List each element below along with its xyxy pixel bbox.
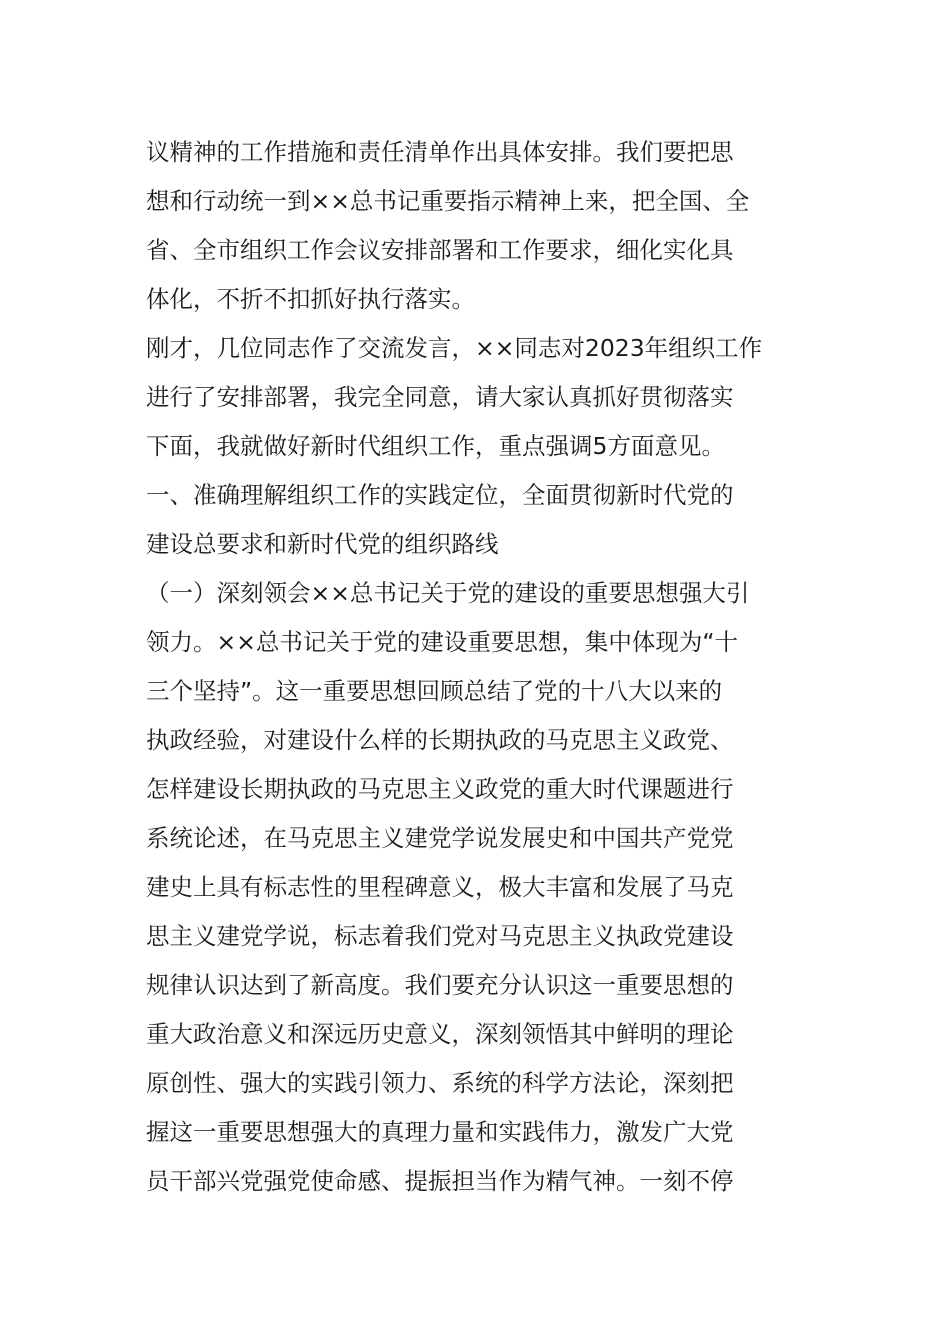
- section-heading-line: 建设总要求和新时代党的组织路线: [146, 530, 499, 558]
- text-line: 怎样建设长期执政的马克思主义政党的重大时代课题进行: [146, 775, 734, 803]
- text-line: 员干部兴党强党使命感、提振担当作为精气神。一刻不停: [146, 1167, 734, 1195]
- text-line: 议精神的工作措施和责任清单作出具体安排。我们要把思: [146, 138, 734, 166]
- text-line: 下面，我就做好新时代组织工作，重点强调5方面意见。: [146, 432, 725, 460]
- text-line: 原创性、强大的实践引领力、系统的科学方法论，深刻把: [146, 1069, 734, 1097]
- text-line: 体化，不折不扣抓好执行落实。: [146, 285, 475, 313]
- text-line: （一）深刻领会××总书记关于党的建设的重要思想强大引: [146, 579, 750, 607]
- text-line: 刚才，几位同志作了交流发言，××同志对2023年组织工作: [146, 334, 763, 362]
- text-line: 握这一重要思想强大的真理力量和实践伟力，激发广大党: [146, 1118, 734, 1146]
- text-line: 三个坚持”。这一重要思想回顾总结了党的十八大以来的: [146, 677, 723, 705]
- text-line: 思主义建党学说，标志着我们党对马克思主义执政党建设: [146, 922, 734, 950]
- text-line: 系统论述，在马克思主义建党学说发展史和中国共产党党: [146, 824, 734, 852]
- text-line: 规律认识达到了新高度。我们要充分认识这一重要思想的: [146, 971, 734, 999]
- document-body: [146, 128, 814, 1206]
- text-line: 建史上具有标志性的里程碑意义，极大丰富和发展了马克: [146, 873, 734, 901]
- section-heading-line: 一、准确理解组织工作的实践定位，全面贯彻新时代党的: [146, 481, 734, 509]
- text-line: 重大政治意义和深远历史意义，深刻领悟其中鲜明的理论: [146, 1020, 734, 1048]
- text-line: 领力。××总书记关于党的建设重要思想，集中体现为“十: [146, 628, 739, 656]
- text-line: 省、全市组织工作会议安排部署和工作要求，细化实化具: [146, 236, 734, 264]
- text-line: 执政经验，对建设什么样的长期执政的马克思主义政党、: [146, 726, 734, 754]
- text-line: 进行了安排部署，我完全同意，请大家认真抓好贯彻落实: [146, 383, 734, 411]
- text-line: 想和行动统一到××总书记重要指示精神上来，把全国、全: [146, 187, 750, 215]
